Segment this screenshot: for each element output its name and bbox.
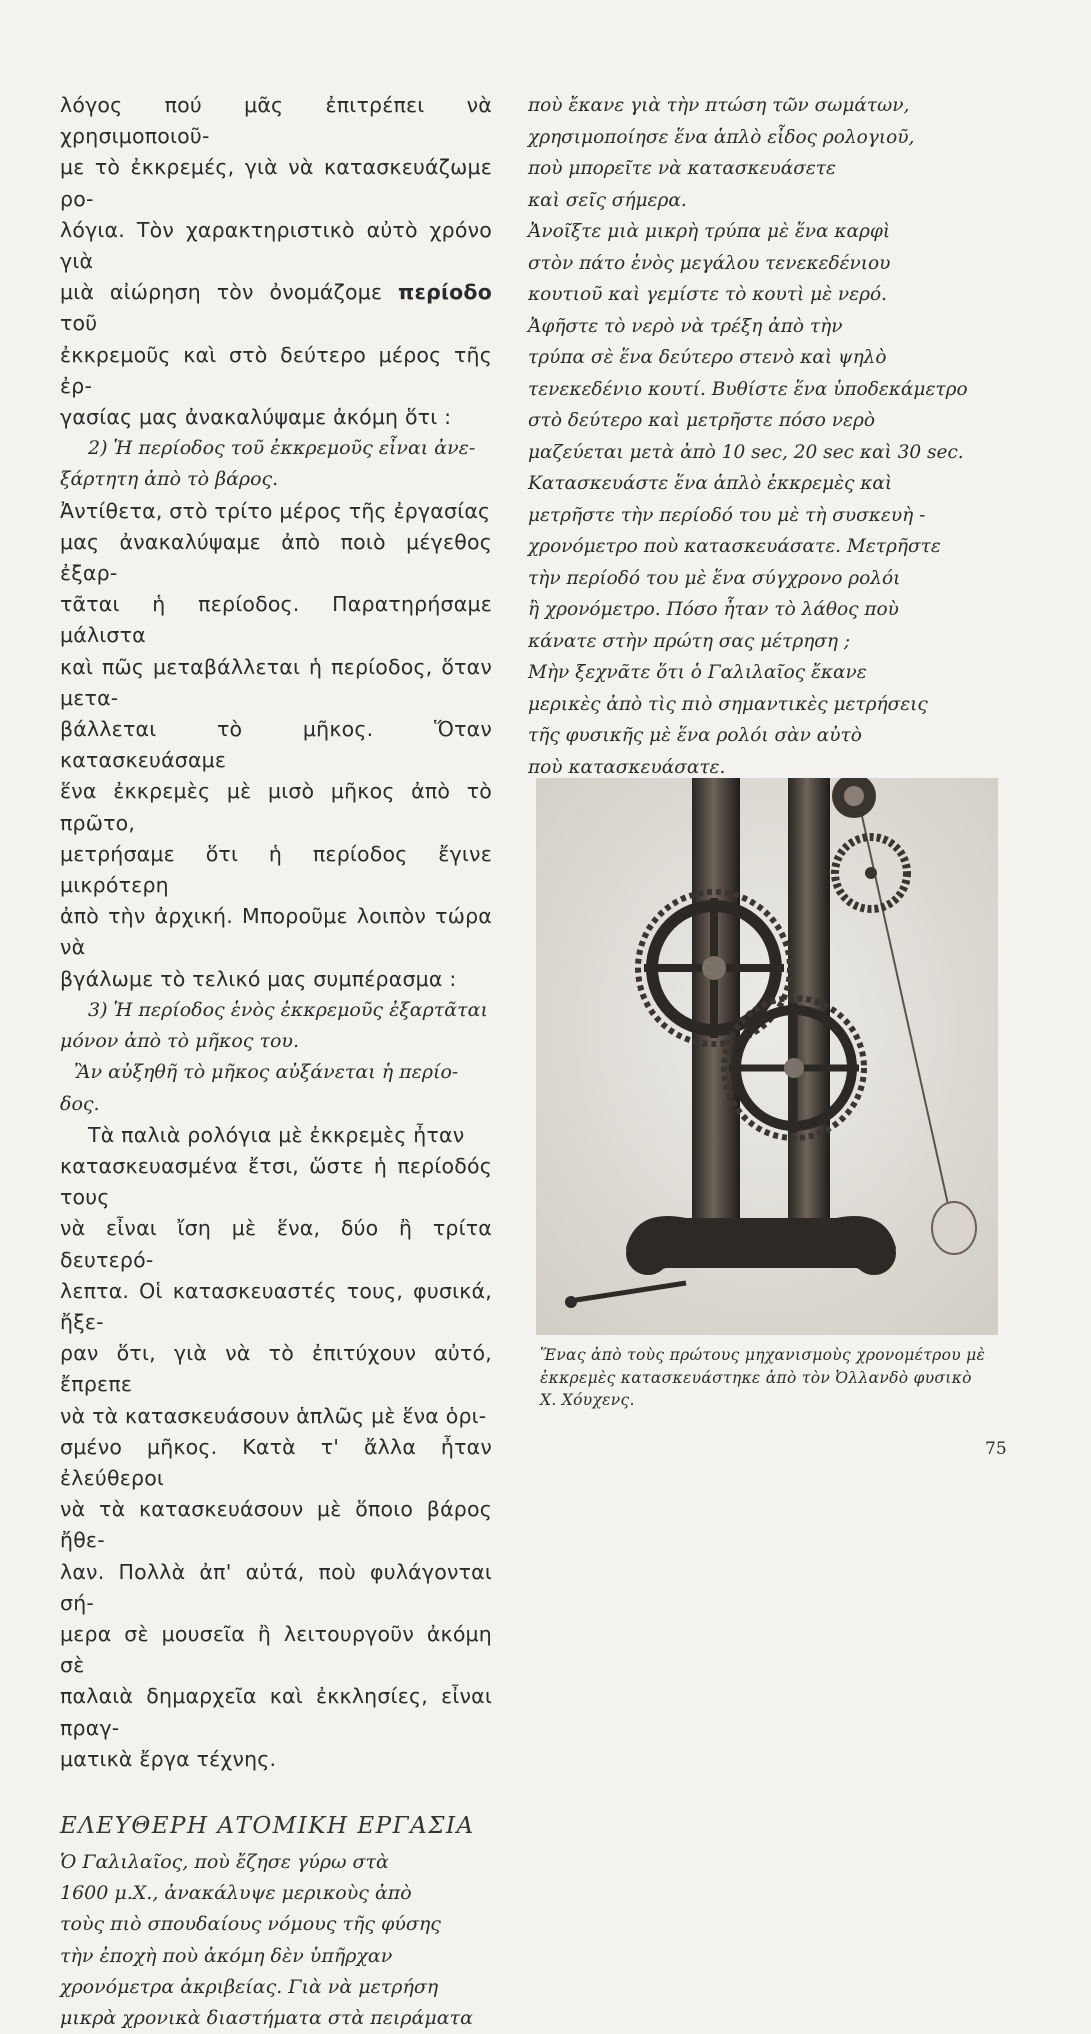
text-line: 3) Ἡ περίοδος ἑνὸς ἐκκρεμοῦς ἐξαρτᾶται [88, 998, 488, 1021]
text-line: ξάρτητη ἀπὸ τὸ βάρος. [60, 468, 279, 491]
text-line: λόγος πού μᾶς ἐπιτρέπει νὰ χρησιμοποιοῦ- [60, 93, 492, 149]
text-line: μερα σὲ μουσεῖα ἢ λειτουργοῦν ἀκόμη σὲ [60, 1621, 492, 1678]
text-line: Ἀνοῖξτε μιὰ μικρὴ τρύπα μὲ ἕνα καρφὶ [528, 221, 891, 242]
right-column [528, 90, 983, 783]
paragraph-second [60, 496, 492, 995]
text-line: νὰ εἶναι ἴση μὲ ἕνα, δύο ἢ τρίτα δευτερό- [60, 1216, 492, 1272]
text-line: Ὁ Γαλιλαῖος, ποὺ ἔζησε γύρω στὰ [60, 1850, 389, 1873]
text-line: ἕνα ἐκκρεμὲς μὲ μισὸ μῆκος ἀπὸ τὸ πρῶτο, [60, 779, 492, 835]
text-line: χρονόμετρα ἀκριβείας. Γιὰ νὰ μετρήση [60, 1975, 439, 1998]
text-line: τῆς φυσικῆς μὲ ἕνα ρολόι σὰν αὐτὸ [528, 725, 862, 746]
paragraph-intro [60, 90, 492, 433]
left-column [60, 90, 492, 2034]
text-line: 2) Ἡ περίοδος τοῦ ἐκκρεμοῦς εἶναι ἀνε- [88, 437, 476, 460]
caption-line: Ἕνας ἀπὸ τοὺς πρώτους μηχανισμοὺς χρονομέτρου μὲ [540, 1346, 986, 1364]
text-line: Τὰ παλιὰ ρολόγια μὲ ἐκκρεμὲς ἦταν [88, 1122, 465, 1147]
text-line: τᾶται ἡ περίοδος. Παρατηρήσαμε μάλιστα [60, 592, 492, 648]
pendulum-clock-photo [536, 778, 998, 1335]
free-work-text [60, 1847, 492, 2034]
figure-caption [540, 1344, 1000, 1412]
text-line: με τὸ ἐκκρεμές, γιὰ νὰ κατασκευάζωμε ρο- [60, 155, 492, 211]
paragraph-third [60, 1120, 492, 1775]
text-line: καὶ πῶς μεταβάλλεται ἡ περίοδος, ὅταν μετα- [60, 654, 492, 710]
rule-2 [60, 433, 492, 495]
text-line: μικρὰ χρονικὰ διαστήματα στὰ πειράματα [60, 2006, 473, 2029]
text-line: ποὺ μπορεῖτε νὰ κατασκευάσετε [528, 158, 836, 179]
text-line: ἀπὸ τὴν ἀρχική. Μποροῦμε λοιπὸν τώρα νὰ [60, 904, 492, 960]
text-line: βγάλωμε τὸ τελικό μας συμπέρασμα : [60, 966, 457, 991]
text-line: Ἀντίθετα, στὸ τρίτο μέρος τῆς ἐργασίας [60, 498, 491, 523]
section-heading: ΕΛΕΥΘΕΡΗ ΑΤΟΜΙΚΗ ΕΡΓΑΣΙΑ [60, 1812, 475, 1839]
term-bold: περίοδο [398, 280, 492, 305]
rule-3 [60, 995, 492, 1120]
text-line: χρησιμοποίησε ἕνα ἁπλὸ εἶδος ρολογιοῦ, [528, 126, 915, 148]
text-line: τοῦ [60, 311, 98, 336]
text-line: σμένο μῆκος. Κατὰ τ' ἄλλα ἦταν ἐλεύθεροι [60, 1434, 492, 1490]
text-line: τρύπα σὲ ἕνα δεύτερο στενὸ καὶ ψηλὸ [528, 347, 887, 368]
text-line: μετρήσαμε ὅτι ἡ περίοδος ἔγινε μικρότερη [60, 841, 492, 898]
text-line: μιὰ αἰώρηση τὸν ὀνομάζομε [60, 280, 399, 305]
text-line: μερικὲς ἀπὸ τὶς πιὸ σημαντικὲς μετρήσεις [528, 693, 928, 715]
text-line: μόνον ἀπὸ τὸ μῆκος του. [60, 1030, 300, 1053]
text-line: μας ἀνακαλύψαμε ἀπὸ ποιὸ μέγεθος ἐξαρ- [60, 529, 492, 586]
text-line: μαζεύεται μετὰ ἀπὸ 10 sec, 20 sec καὶ 30 sec. [528, 441, 964, 463]
text-line: νὰ τὰ κατασκευάσουν μὲ ὅποιο βάρος ἤθε- [60, 1497, 492, 1553]
text-line: γασίας μας ἀνακαλύψαμε ἀκόμη ὅτι : [60, 405, 452, 430]
text-line: νὰ τὰ κατασκευάσουν ἁπλῶς μὲ ἕνα ὁρι- [60, 1403, 487, 1428]
text-line: βάλλεται τὸ μῆκος. Ὅταν κατασκευάσαμε [60, 717, 492, 773]
text-line: λεπτα. Οἱ κατασκευαστές τους, φυσικά, ἤξε- [60, 1278, 492, 1334]
text-line: ποὺ κατασκευάσατε. [528, 756, 726, 778]
text-line: ραν ὅτι, γιὰ νὰ τὸ ἐπιτύχουν αὐτό, ἔπρεπε [60, 1341, 492, 1397]
text-line: στὸ δεύτερο καὶ μετρῆστε πόσο νερὸ [528, 410, 875, 431]
text-line: λόγια. Τὸν χαρακτηριστικὸ αὐτὸ χρόνο γιὰ [60, 217, 492, 274]
text-line: ποὺ ἔκανε γιὰ τὴν πτώση τῶν σωμάτων, [528, 95, 910, 116]
text-line: στὸν πάτο ἑνὸς μεγάλου τενεκεδένιου [528, 252, 891, 274]
text-line: κάνατε στὴν πρώτη σας μέτρηση ; [528, 630, 851, 652]
text-line: παλαιὰ δημαρχεῖα καὶ ἐκκλησίες, εἶναι πραγ- [60, 1684, 492, 1740]
text-line: ἐκκρεμοῦς καὶ στὸ δεύτερο μέρος τῆς ἐρ- [60, 342, 492, 398]
text-line: 1600 μ.Χ., ἀνακάλυψε μερικοὺς ἀπὸ [60, 1882, 412, 1905]
text-line: Ἀφῆστε τὸ νερὸ νὰ τρέξη ἀπὸ τὴν [528, 315, 843, 337]
text-line: ματικὰ ἔργα τέχνης. [60, 1746, 277, 1771]
text-line: Ἂν αὐξηθῆ τὸ μῆκος αὐξάνεται ἡ περίο- [74, 1061, 459, 1084]
text-line: χρονόμετρο ποὺ κατασκευάσατε. Μετρῆστε [528, 536, 941, 557]
caption-line: Χ. Χόυχενς. [540, 1391, 635, 1409]
text-line: Κατασκευάστε ἕνα ἁπλὸ ἐκκρεμὲς καὶ [528, 473, 893, 494]
text-line: κουτιοῦ καὶ γεμίστε τὸ κουτὶ μὲ νερό. [528, 284, 887, 305]
text-line: καὶ σεῖς σήμερα. [528, 189, 687, 211]
text-line: τὴν περίοδό του μὲ ἕνα σύγχρονο ρολόι [528, 567, 901, 589]
text-line: τοὺς πιὸ σπουδαίους νόμους τῆς φύσης [60, 1913, 441, 1936]
right-text [528, 90, 983, 783]
text-line: δος. [60, 1092, 100, 1115]
text-line: μετρῆστε τὴν περίοδό του μὲ τὴ συσκευὴ - [528, 504, 926, 526]
text-line: ἢ χρονόμετρο. Πόσο ἦταν τὸ λάθος ποὺ [528, 599, 899, 620]
text-line: τὴν ἐποχὴ ποὺ ἀκόμη δὲν ὑπῆρχαν [60, 1944, 393, 1967]
text-line: Μὴν ξεχνᾶτε ὅτι ὁ Γαλιλαῖος ἔκανε [528, 662, 867, 683]
text-line: τενεκεδένιο κουτί. Βυθίστε ἕνα ὑποδεκάμετρο [528, 378, 968, 400]
caption-line: ἐκκρεμὲς κατασκευάστηκε ἀπὸ τὸν Ὀλλανδὸ φυσικὸ [540, 1368, 972, 1387]
text-line: κατασκευασμένα ἔτσι, ὥστε ἡ περίοδός τους [60, 1153, 492, 1210]
text-line: λαν. Πολλὰ ἀπ' αὐτά, ποὺ φυλάγονται σή- [60, 1559, 492, 1615]
clock-illustration [536, 778, 998, 1335]
page-number: 75 [985, 1439, 1007, 1459]
